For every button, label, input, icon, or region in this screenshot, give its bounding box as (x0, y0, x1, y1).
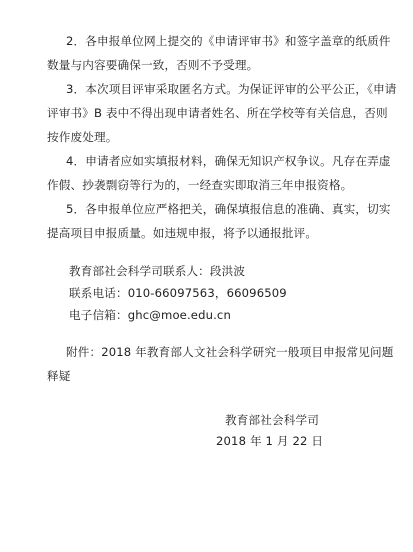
item-3-line-2: 评审书》B 表中不得出现申请者姓名、所在学校等有关信息，否则 (47, 106, 388, 120)
item-2-line-2: 数量与内容要确保一致，否则不予受理。 (47, 58, 259, 72)
contact-phone: 联系电话：010-66097563，66096509 (69, 286, 287, 300)
contact-email: 电子信箱：ghc@moe.edu.cn (69, 308, 231, 322)
item-4-line-2: 作假、抄袭剽窃等行为的，一经查实即取消三年申报资格。 (47, 178, 353, 192)
attachment-line-1: 附件：2018 年教育部人文社会科学研究一般项目申报常见问题 (66, 345, 394, 359)
item-5-line-1: 5．各申报单位应严格把关，确保填报信息的准确、真实，切实 (66, 202, 391, 216)
item-2-line-1: 2．各申报单位网上提交的《申请评审书》和签字盖章的纸质件 (66, 34, 391, 48)
item-5-line-2: 提高项目申报质量。如违规申报，将予以通报批评。 (47, 226, 318, 240)
item-3-line-3: 按作废处理。 (47, 130, 118, 144)
signature-date: 2018 年 1 月 22 日 (216, 434, 324, 448)
item-4-line-1: 4．申请者应如实填报材料，确保无知识产权争议。凡存在弄虚 (66, 154, 391, 168)
attachment-line-2: 释疑 (47, 369, 71, 383)
signature-org: 教育部社会科学司 (225, 413, 319, 427)
item-3-line-1: 3．本次项目评审采取匿名方式。为保证评审的公平公正，《申请 (66, 82, 397, 96)
contact-person: 教育部社会科学司联系人：段洪波 (69, 264, 246, 278)
